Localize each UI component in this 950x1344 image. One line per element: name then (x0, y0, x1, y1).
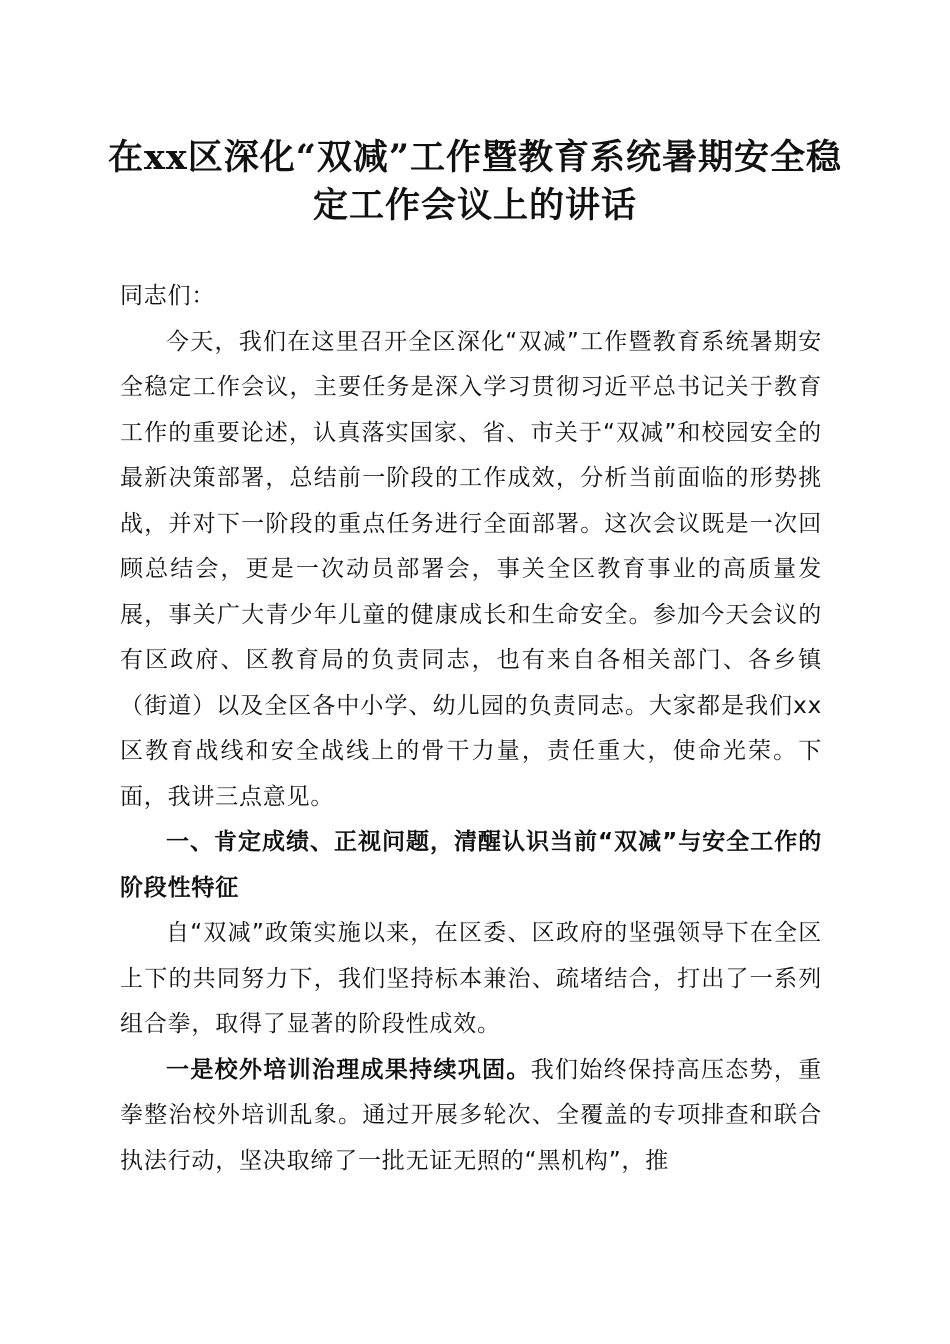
point-lead: 一是校外培训治理成果持续巩固。 (166, 1056, 531, 1083)
document-title: 在xx区深化“双减”工作暨教育系统暑期安全稳定工作会议上的讲话 (108, 137, 842, 226)
point-paragraph (120, 1048, 822, 1185)
section-heading: 一、肯定成绩、正视问题，清醒认识当前“双减”与安全工作的阶段性特征 (120, 829, 822, 901)
salutation: 同志们： (120, 283, 216, 309)
intro-paragraph: 今天，我们在这里召开全区深化“双减”工作暨教育系统暑期安全稳定工作会议，主要任务是深入学习贯彻习近平总书记关于教育工作的重要论述，认真落实国家、省、市关于“双减”和校园安全的最新决策部署，总结前一阶段的工作成效，分析当前面临的形势挑战，并对下一阶段的重点任务进行全面部署。这次会议既是一次回顾总结会，更是一次动员部署会，事关全区教育事业的高质量发展，事关广大青少年儿童的健康成长和生命安全。参加今天会议的有区政府、区教育局的负责同志，也有来自各相关部门、各乡镇（街道）以及全区各中小学、幼儿园的负责同志。大家都是我们xx区教育战线和安全战线上的骨干力量，责任重大，使命光荣。下面，我讲三点意见。 (120, 328, 822, 810)
section-intro-paragraph: 自“双减”政策实施以来，在区委、区政府的坚强领导下在全区上下的共同努力下，我们坚持标本兼治、疏堵结合，打出了一系列组合拳，取得了显著的阶段性成效。 (120, 920, 822, 1037)
document-body (120, 274, 822, 1184)
point-text: 我们始终保持高压态势，重拳整治校外培训乱象。通过开展多轮次、全覆盖的专项排查和联合执法行动，坚决取缔了一批无证无照的“黑机构”，推 (120, 1056, 822, 1174)
